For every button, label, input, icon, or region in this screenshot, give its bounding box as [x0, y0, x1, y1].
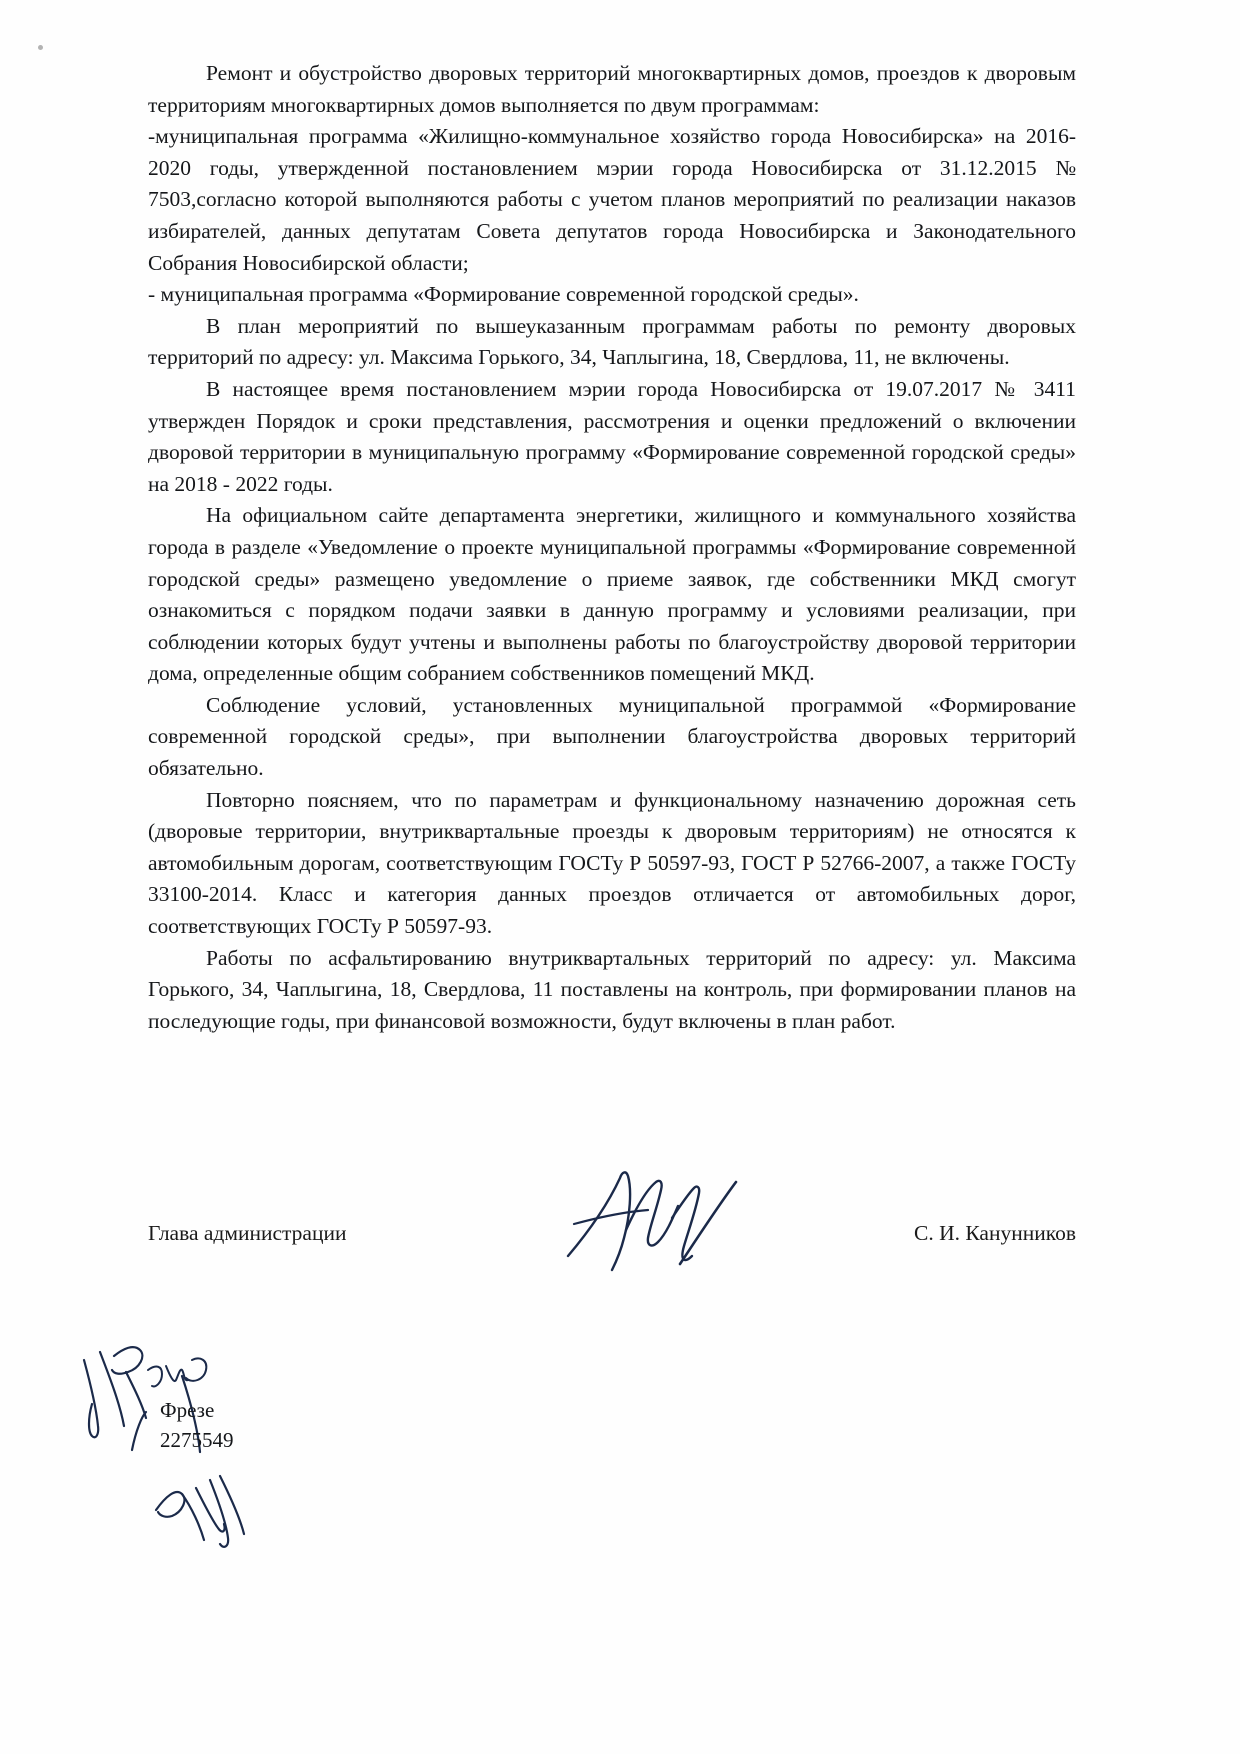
executor-name: Фрезе [160, 1398, 215, 1422]
paragraph-7: Соблюдение условий, установленных муниципальной программой «Формирование современной городской среды», при выполнении благоустройства дворовых территорий обязательно. [148, 692, 1076, 781]
paragraph-9: Работы по асфальтированию внутриквартальных территорий по адресу: ул. Максима Горького, 34, Чаплыгина, 18, Свердлова, 11 поставлены на контроль, при формировании планов на последующие годы, при финансовой возможности, будут включены в план работ. [148, 945, 1076, 1033]
executor-phone: 2275549 [160, 1428, 234, 1452]
signatory-name: С. И. Канунников [914, 1221, 1076, 1245]
handwritten-annotation [70, 1330, 350, 1580]
paragraph-4: В план мероприятий по вышеуказанным программам работы по ремонту дворовых территорий по адресу: ул. Максима Горького, 34, Чаплыгина, 18, Свердлова, 11, не включены. [148, 313, 1076, 370]
paragraph-5: В настоящее время постановлением мэрии города Новосибирска от 19.07.2017 № 3411 утвержден Порядок и сроки представления, рассмотрения и оценки предложений о включении дворовой территории в муниципальную программу «Формирование современной городской среды» на 2018 - 2022 годы. [148, 376, 1076, 496]
paragraph-1: Ремонт и обустройство дворовых территорий многоквартирных домов, проездов к дворовым территориям многоквартирных домов выполняется по двум программам: [148, 61, 1076, 117]
paragraph-6: На официальном сайте департамента энергетики, жилищного и коммунального хозяйства города в разделе «Уведомление о проекте муниципальной программы «Формирование современной городской среды» размещено уведомление о приеме заявок, где собственники МКД смогут ознакомиться с порядком подачи заявки в данную программу и условиями реализации, при соблюдении которых будут учтены и выполнены работы по благоустройству дворовой территории дома, определенные общим собранием собственников помещений МКД. [148, 503, 1076, 686]
signature-block [148, 1218, 1076, 1249]
paragraph-3: - муниципальная программа «Формирование современной городской среды». [148, 282, 859, 307]
paragraph-8: Повторно поясняем, что по параметрам и функциональному назначению дорожная сеть (дворовые территории, внутриквартальные проезды к дворовым территориям) не относятся к автомобильным дорогам, соответствующим ГОСТу Р 50597-93, ГОСТ Р 52766-2007, а также ГОСТу 33100-2014. Класс и категория данных проездов отличается от автомобильных дорог, соответствующих ГОСТу Р 50597-93. [148, 787, 1076, 939]
paragraph-2: -муниципальная программа «Жилищно-коммунальное хозяйство города Новосибирска» на 2016-2020 годы, утвержденной постановлением мэрии города Новосибирска от 31.12.2015 № 7503,согласно которой выполняются работы с учетом планов мероприятий по реализации наказов избирателей, данных депутатам Совета депутатов города Новосибирска и Законодательного Собрания Новосибирской области; [148, 124, 1076, 275]
document-body [148, 58, 1076, 1037]
executor-contact [160, 1395, 234, 1455]
signatory-title: Глава администрации [148, 1221, 347, 1245]
scan-artifact-speck [38, 45, 43, 50]
